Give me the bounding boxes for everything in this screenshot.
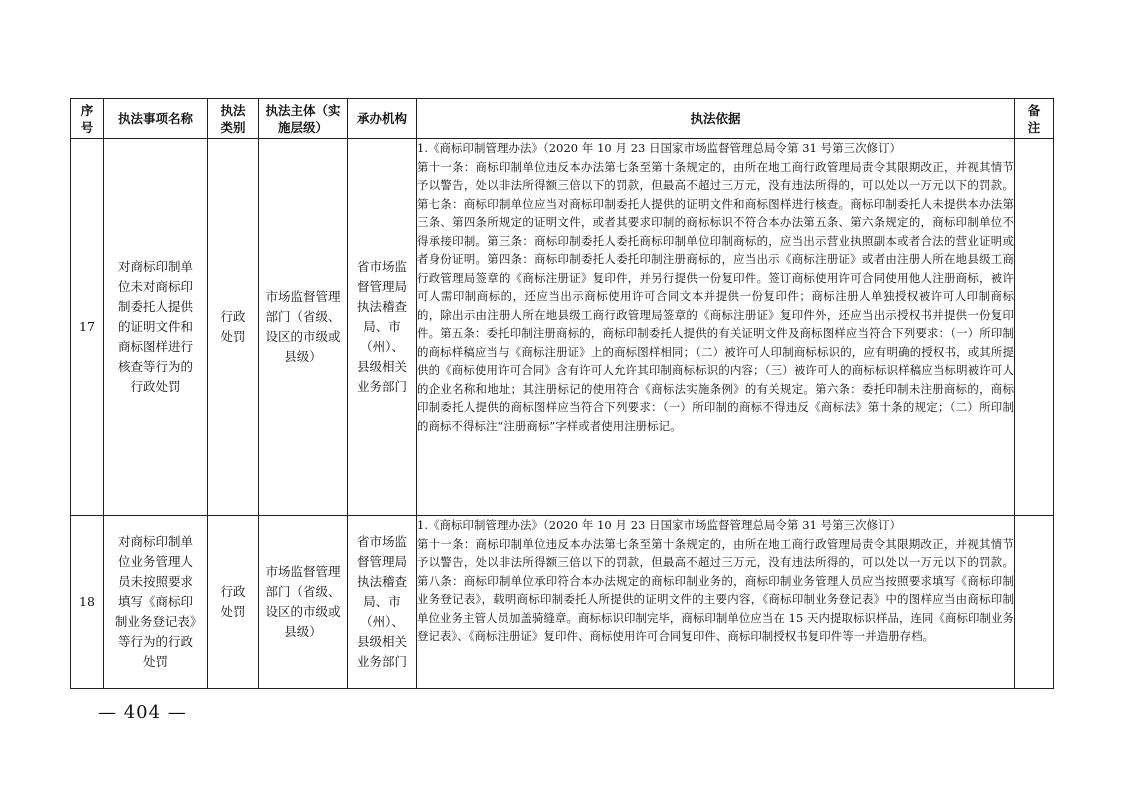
table-row (71, 516, 1054, 689)
row-subject: 市场监督管理部门（省级、设区的市级或县级） (259, 139, 348, 516)
header-agency: 承办机构 (348, 99, 417, 139)
row-agency: 省市场监督管理局执法稽查局、市（州）、县级相关业务部门 (348, 516, 417, 689)
row-basis (417, 139, 1015, 516)
header-basis: 执法依据 (417, 99, 1015, 139)
basis-title: 1.《商标印制管理办法》（2020 年 10 月 23 日国家市场监督管理总局令第 31 号第三次修订） (417, 141, 902, 155)
header-category: 执法类别 (208, 99, 259, 139)
header-item-name: 执法事项名称 (104, 99, 208, 139)
basis-text: 第十一条：商标印制单位违反本办法第七条至第十条规定的，由所在地工商行政管理局责令其限期改正，并视其情节予以警告，处以非法所得额三倍以下的罚款，但最高不超过三万元，没有违法所得的，可以处以一万元以下的罚款。第七条：商标印制单位应当对商标印制委托人提供的证明文件和商标图样进行核查。商标印制委托人未提供本办法第三条、第四条所规定的证明文件，或者其要求印制的商标标识不符合本办法第五条、第六条规定的，商标印制单位不得承接印制。第三条：商标印制委托人委托商标印制单位印制商标的，应当出示营业执照副本或者合法的营业证明或者身份证明。第四条：商标印制委托人委托印制注册商标的，应当出示《商标注册证》或者由注册人所在地县级工商行政管理局签章的《商标注册证》复印件，并另行提供一份复印件。签订商标使用许可合同使用他人注册商标，被许可人需印制商标的，还应当出示商标使用许可合同文本并提供一份复印件；商标注册人单独授权被许可人印制商标的，除出示由注册人所在地县级工商行政管理局签章的《商标注册证》复印件外，还应当出示授权书并提供一份复印件。第五条：委托印制注册商标的，商标印制委托人提供的有关证明文件及商标图样应当符合下列要求：（一）所印制的商标样稿应当与《商标注册证》上的商标图样相同；（二）被许可人印制商标标识的，应有明确的授权书，或其所提供的《商标使用许可合同》含有许可人允许其印制商标标识的内容；（三）被许可人的商标标识样稿应当标明被许可人的企业名称和地址；其注册标记的使用符合《商标法实施条例》的有关规定。第六条：委托印制未注册商标的，商标印制委托人提供的商标图样应当符合下列要求：（一）所印制的商标不得违反《商标法》第十条的规定；（二）所印制的商标不得标注“注册商标”字样或者使用注册标记。 (417, 159, 1014, 433)
row-category: 行政处罚 (208, 516, 259, 689)
page-number: — 404 — (98, 702, 187, 723)
row-seq: 18 (71, 516, 104, 689)
row-agency: 省市场监督管理局执法稽查局、市（州）、县级相关业务部门 (348, 139, 417, 516)
enforcement-table (70, 98, 1054, 689)
header-seq: 序号 (71, 99, 104, 139)
row-remarks (1015, 516, 1054, 689)
row-item-name: 对商标印制单位业务管理人员未按照要求填写《商标印制业务登记表》等行为的行政处罚 (104, 516, 208, 689)
header-subject: 执法主体（实施层级） (259, 99, 348, 139)
table-header-row (71, 99, 1054, 139)
row-item-name: 对商标印制单位未对商标印制委托人提供的证明文件和商标图样进行核查等行为的行政处罚 (104, 139, 208, 516)
row-subject: 市场监督管理部门（省级、设区的市级或县级） (259, 516, 348, 689)
table-row (71, 139, 1054, 516)
row-basis (417, 516, 1015, 689)
basis-title: 1.《商标印制管理办法》（2020 年 10 月 23 日国家市场监督管理总局令第 31 号第三次修订） (417, 518, 902, 532)
row-category: 行政处罚 (208, 139, 259, 516)
header-remarks: 备注 (1015, 99, 1054, 139)
row-seq: 17 (71, 139, 104, 516)
row-remarks (1015, 139, 1054, 516)
basis-text: 第十一条：商标印制单位违反本办法第七条至第十条规定的，由所在地工商行政管理局责令其限期改正，并视其情节予以警告，处以非法所得额三倍以下的罚款，但最高不超过三万元，没有违法所得的，可以处以一万元以下的罚款。第八条：商标印制单位承印符合本办法规定的商标印制业务的，商标印制业务管理人员应当按照要求填写《商标印制业务登记表》，载明商标印制委托人所提供的证明文件的主要内容，《商标印制业务登记表》中的图样应当由商标印制单位业务主管人员加盖骑缝章。商标标识印制完毕，商标印制单位应当在 15 天内提取标识样品，连同《商标印制业务登记表》、《商标注册证》复印件、商标使用许可合同复印件、商标印制授权书复印件等一并造册存档。 (417, 536, 1014, 643)
